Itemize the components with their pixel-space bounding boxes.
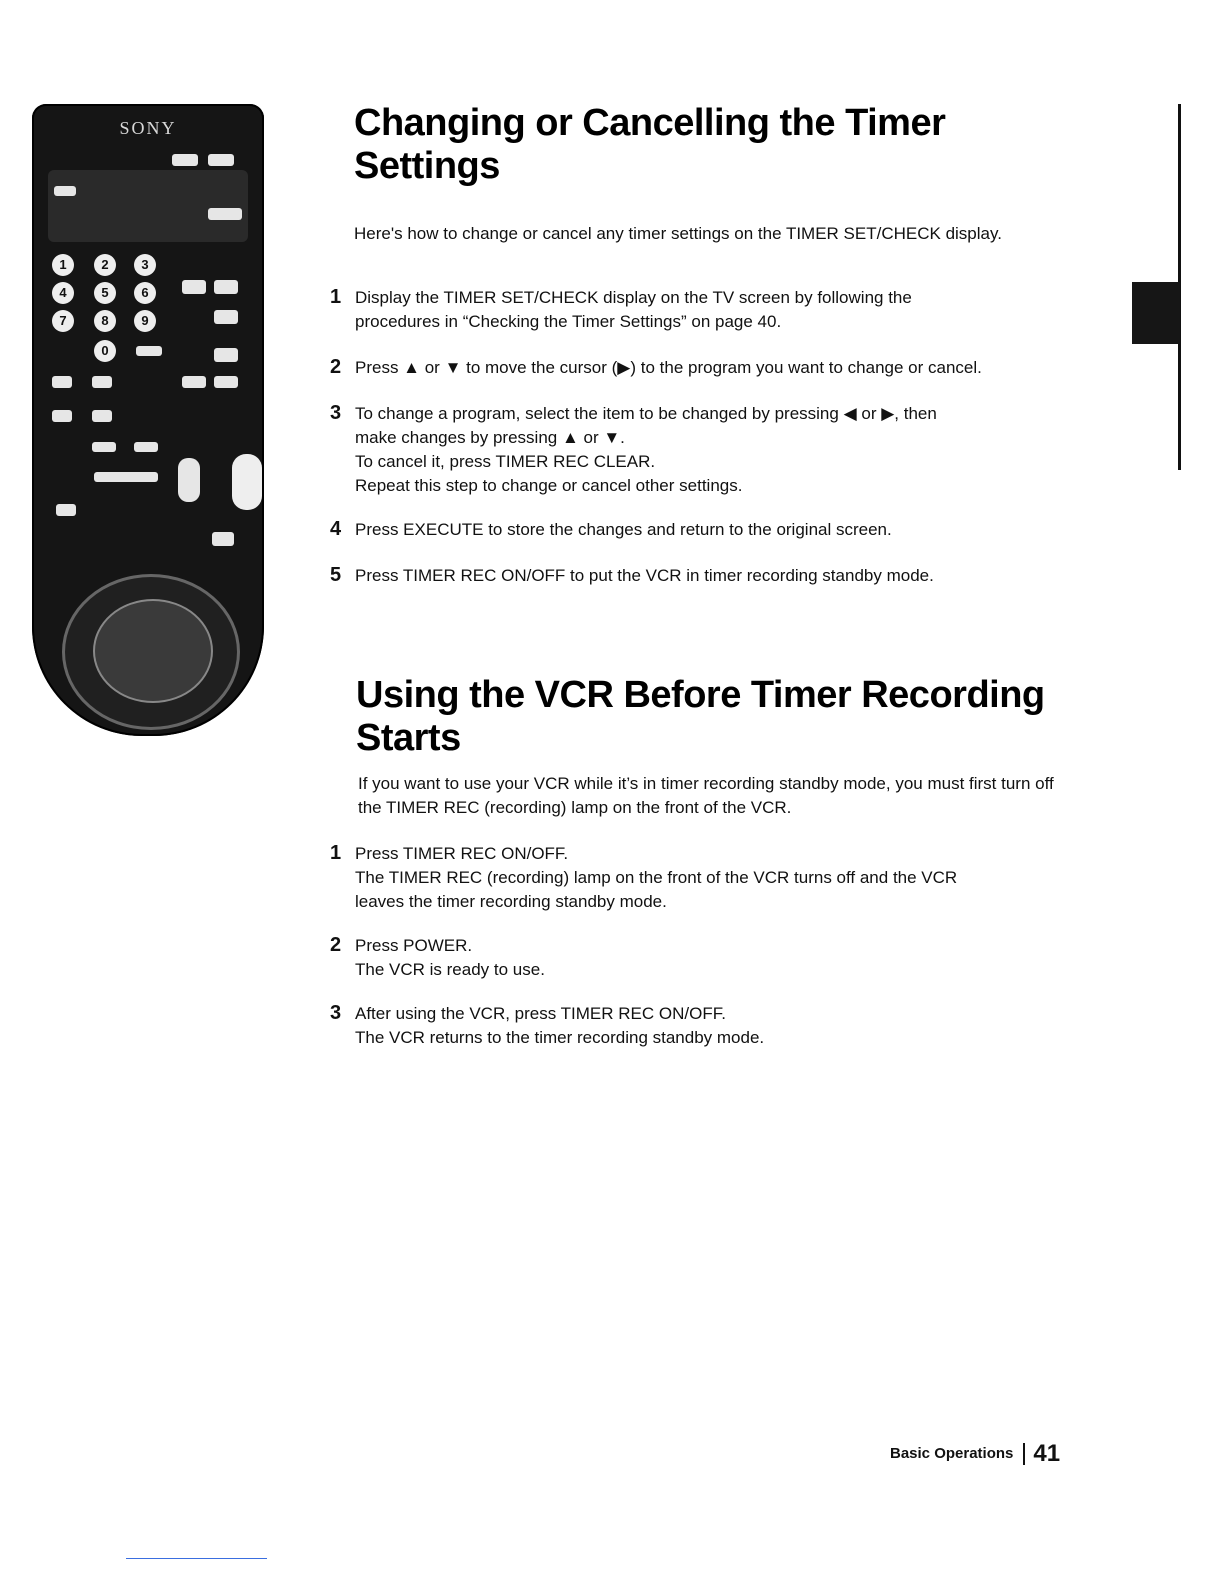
remote-menu-button xyxy=(54,186,76,196)
remote-digit-6: 6 xyxy=(134,282,156,304)
footer-section-name: Basic Operations xyxy=(890,1444,1014,1462)
remote-volume-rocker xyxy=(232,454,262,510)
remote-button xyxy=(92,442,116,452)
bottom-rule xyxy=(126,1558,267,1559)
remote-button xyxy=(136,346,162,356)
section-intro: Here's how to change or cancel any timer settings on the TIMER SET/CHECK display. xyxy=(354,224,1002,243)
remote-button xyxy=(214,376,238,388)
step-number: 2 xyxy=(330,356,342,378)
step-text: Press TIMER REC ON/OFF to put the VCR in timer recording standby mode. xyxy=(355,566,934,585)
step-number: 4 xyxy=(330,518,342,540)
remote-button xyxy=(52,410,72,422)
remote-power-button xyxy=(208,154,234,166)
remote-button xyxy=(52,376,72,388)
step-text: After using the VCR, press TIMER REC ON/OFF. The VCR returns to the timer recording standby mode. xyxy=(355,1004,765,1047)
title-line: Starts xyxy=(356,717,461,759)
page-footer xyxy=(890,1440,1060,1468)
section-intro: If you want to use your VCR while it’s in timer recording standby mode, you must first turn off the TIMER REC (recording) lamp on the front of the VCR. xyxy=(358,774,1054,817)
remote-button xyxy=(214,280,238,294)
remote-jog-shuttle-dial xyxy=(62,574,240,730)
remote-digit-2: 2 xyxy=(94,254,116,276)
remote-button xyxy=(178,458,200,502)
remote-digit-4: 4 xyxy=(52,282,74,304)
remote-control-illustration xyxy=(32,104,264,736)
remote-pause-button xyxy=(212,532,234,546)
remote-digit-0: 0 xyxy=(94,340,116,362)
remote-digit-5: 5 xyxy=(94,282,116,304)
remote-digit-1: 1 xyxy=(52,254,74,276)
step-text: Press POWER. The VCR is ready to use. xyxy=(355,936,545,979)
step-number: 3 xyxy=(330,402,342,424)
remote-button xyxy=(56,504,76,516)
remote-button xyxy=(214,310,238,324)
footer-divider xyxy=(1023,1443,1025,1465)
title-line: Settings xyxy=(354,145,500,187)
step-number: 1 xyxy=(330,286,342,308)
remote-button xyxy=(134,442,158,452)
step-number: 5 xyxy=(330,564,342,586)
step-number: 3 xyxy=(330,1002,342,1024)
remote-button xyxy=(92,376,112,388)
step-text: Press TIMER REC ON/OFF. The TIMER REC (recording) lamp on the front of the VCR turns off and the VCR leaves the timer recording standby mode. xyxy=(355,844,958,911)
step-text: Display the TIMER SET/CHECK display on the TV screen by following the procedures in “Checking the Timer Settings” on page 40. xyxy=(355,288,912,331)
step-text: To change a program, select the item to be changed by pressing ◀ or ▶, then make changes by pressing ▲ or ▼. To cancel it, press TIMER REC CLEAR. Repeat this step to change or cancel other settings. xyxy=(355,404,937,495)
remote-jog-dial-center xyxy=(93,599,213,703)
remote-button xyxy=(214,348,238,362)
title-line: Changing or Cancelling the Timer xyxy=(354,102,946,144)
remote-digit-8: 8 xyxy=(94,310,116,332)
remote-rec-button xyxy=(94,472,158,482)
page-number: 41 xyxy=(1033,1440,1061,1467)
step-text: Press ▲ or ▼ to move the cursor (▶) to the program you want to change or cancel. xyxy=(355,358,982,377)
step-number: 2 xyxy=(330,934,342,956)
step-text: Press EXECUTE to store the changes and return to the original screen. xyxy=(355,520,892,539)
section-title-using-vcr xyxy=(356,674,1045,760)
remote-tv-vcr-button xyxy=(172,154,198,166)
remote-button xyxy=(182,280,206,294)
remote-digit-9: 9 xyxy=(134,310,156,332)
remote-digit-3: 3 xyxy=(134,254,156,276)
title-line: Using the VCR Before Timer Recording xyxy=(356,674,1045,716)
section-tab-marker xyxy=(1132,282,1180,344)
remote-digit-7: 7 xyxy=(52,310,74,332)
remote-button xyxy=(182,376,206,388)
step-number: 1 xyxy=(330,842,342,864)
remote-execute-button xyxy=(208,208,242,220)
remote-cursor-panel xyxy=(48,170,248,242)
section-title-changing-cancelling xyxy=(354,102,945,188)
remote-brand-logo: SONY xyxy=(119,118,177,138)
remote-button xyxy=(92,410,112,422)
